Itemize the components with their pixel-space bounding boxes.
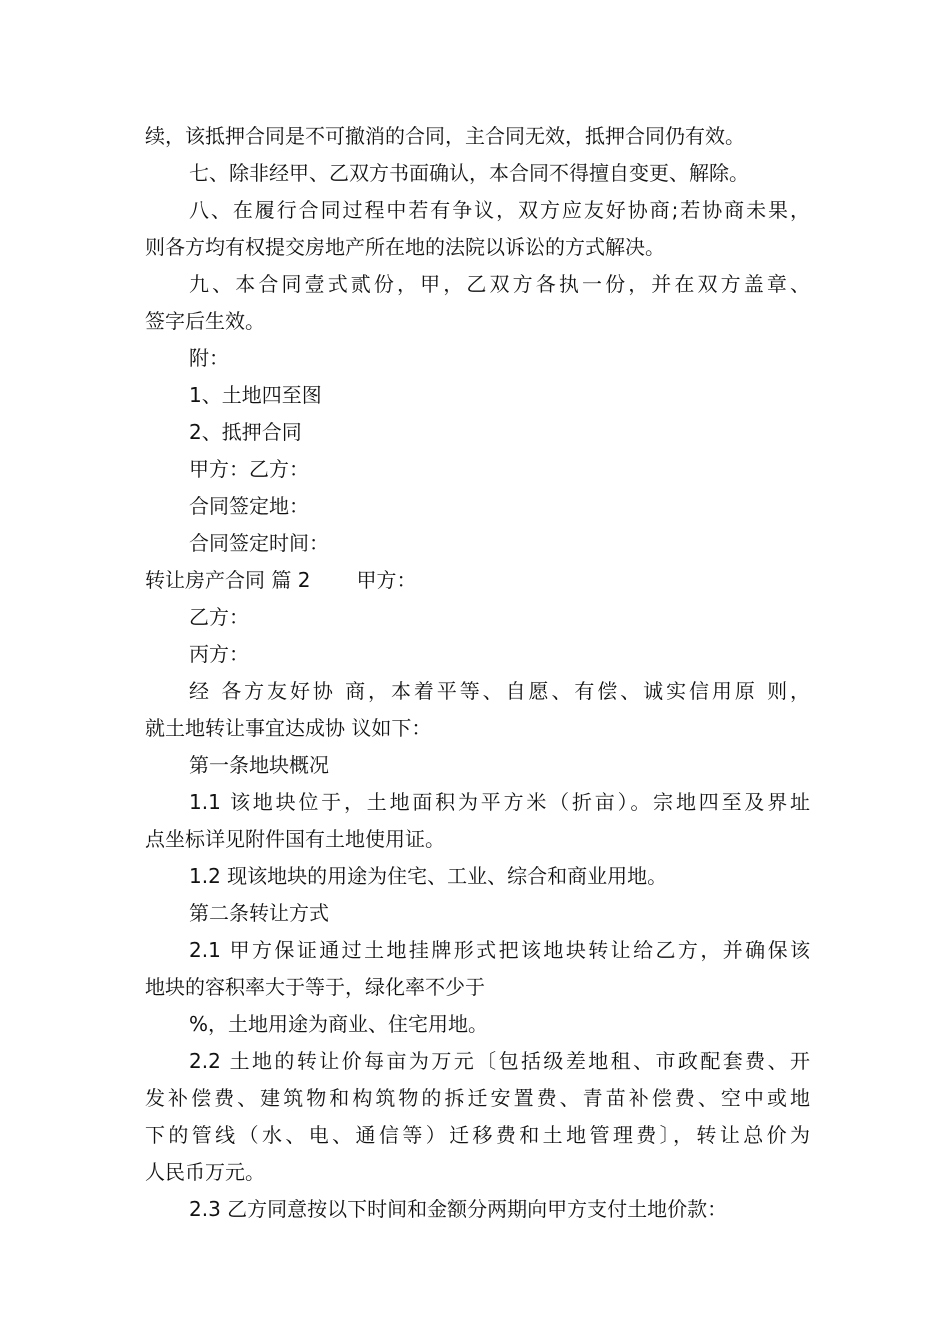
article-two-heading: 第二条转让方式 <box>189 901 329 925</box>
preamble-continued: 就土地转让事宜达成协 议如下： <box>145 716 432 740</box>
clause-2-2: 2.2 土地的转让价每亩为万元〔包括级差地租、市政配套费、开 <box>189 1049 810 1073</box>
attachment-item-1: 1、土地四至图 <box>189 383 322 407</box>
signature-parties: 甲方：乙方： <box>189 457 309 481</box>
clause-1-1-continued: 点坐标详见附件国有土地使用证。 <box>145 827 445 851</box>
clause-1-1: 1.1 该地块位于，土地面积为平方米（折亩）。宗地四至及界址 <box>189 790 810 814</box>
article-one-heading: 第一条地块概况 <box>189 753 329 777</box>
clause-2-2-continued-1: 发补偿费、建筑物和构筑物的拆迁安置费、青苗补偿费、空中或地 <box>145 1086 810 1110</box>
section-title: 转让房产合同 篇 2 <box>145 568 311 592</box>
document-body <box>145 118 810 1228</box>
preamble: 经 各方友好协 商，本着平等、自愿、有偿、诚实信用原 则， <box>189 679 810 703</box>
paragraph-line: 续，该抵押合同是不可撤消的合同，主合同无效，抵押合同仍有效。 <box>145 124 745 148</box>
clause-nine: 九、本合同壹式贰份，甲，乙双方各执一份，并在双方盖章、 <box>189 272 810 296</box>
section-party: 甲方： <box>356 568 417 592</box>
clause-1-2: 1.2 现该地块的用途为住宅、工业、综合和商业用地。 <box>189 864 668 888</box>
clause-nine-continued: 签字后生效。 <box>145 309 265 333</box>
clause-2-2-continued-3: 人民币万元。 <box>145 1160 265 1184</box>
clause-2-1-land-use: %，土地用途为商业、住宅用地。 <box>189 1012 489 1036</box>
attachment-item-2: 2、抵押合同 <box>189 420 302 444</box>
clause-2-3: 2.3 乙方同意按以下时间和金额分两期向甲方支付土地价款： <box>189 1197 728 1221</box>
signing-place: 合同签定地： <box>189 494 309 518</box>
clause-seven: 七、除非经甲、乙双方书面确认，本合同不得擅自变更、解除。 <box>189 161 749 185</box>
clause-2-1: 2.1 甲方保证通过土地挂牌形式把该地块转让给乙方，并确保该 <box>189 938 810 962</box>
section-heading <box>145 562 810 599</box>
attachment-label: 附： <box>189 346 229 370</box>
clause-2-2-continued-2: 下的管线（水、电、通信等）迁移费和土地管理费〕，转让总价为 <box>145 1123 810 1147</box>
clause-eight: 八、在履行合同过程中若有争议，双方应友好协商;若协商未果， <box>189 198 810 222</box>
signing-time: 合同签定时间： <box>189 531 329 555</box>
party-b: 乙方： <box>189 605 249 629</box>
party-c: 丙方： <box>189 642 249 666</box>
clause-eight-continued: 则各方均有权提交房地产所在地的法院以诉讼的方式解决。 <box>145 235 665 259</box>
clause-2-1-continued: 地块的容积率大于等于，绿化率不少于 <box>145 975 485 999</box>
